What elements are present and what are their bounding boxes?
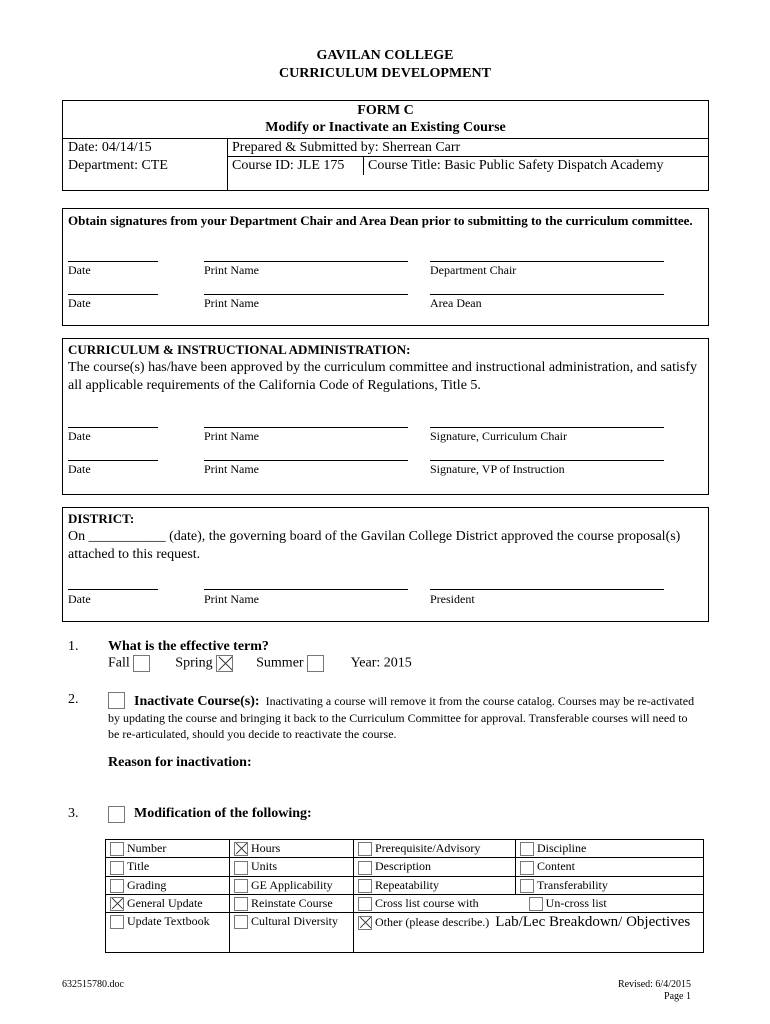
hours-checkbox[interactable] — [234, 842, 248, 856]
form-info-box — [62, 100, 709, 191]
spring-label: Spring — [175, 655, 213, 671]
opt-update-textbook[interactable] — [106, 913, 230, 953]
sig-role-curriculum-chair: Signature, Curriculum Chair — [430, 429, 567, 443]
opt-content[interactable] — [516, 858, 704, 876]
fall-checkbox[interactable] — [133, 655, 150, 672]
opt-grading[interactable] — [106, 876, 230, 894]
opt-other[interactable] — [354, 913, 704, 953]
curriculum-body: The course(s) has/have been approved by the curriculum committee and instructional administration, and satisfy all applicable requirements of the California Code of Regulations, Title 5. — [68, 360, 698, 393]
prerequisite-checkbox[interactable] — [358, 842, 372, 856]
sig-print-label: Print Name — [204, 592, 259, 606]
course-title: Course Title: Basic Public Safety Dispatch Academy — [368, 158, 664, 173]
sig-date-label: Date — [68, 462, 91, 476]
opt-cultural-diversity[interactable] — [230, 913, 354, 953]
title-label: Title — [127, 859, 150, 874]
opt-ge-applicability[interactable] — [230, 876, 354, 894]
grading-checkbox[interactable] — [110, 879, 124, 893]
number-label: Number — [127, 841, 167, 855]
footer-page: Page 1 — [664, 991, 691, 1002]
content-checkbox[interactable] — [520, 861, 534, 875]
sig-role-vp-instruction: Signature, VP of Instruction — [430, 462, 565, 476]
general-update-label: General Update — [127, 895, 203, 910]
opt-number[interactable] — [106, 840, 230, 858]
description-checkbox[interactable] — [358, 861, 372, 875]
grading-label: Grading — [127, 877, 167, 892]
form-department: Department: CTE — [68, 158, 168, 173]
update-textbook-checkbox[interactable] — [110, 915, 124, 929]
signatures-box — [62, 208, 709, 326]
repeatability-label: Repeatability — [375, 877, 439, 892]
district-box — [62, 507, 709, 622]
inactivate-text: Inactivating a course will remove it from the course catalog. Courses may be re-activated by updating the course and bringing it back to the Curriculum Committee for approval. Transferable courses will need to be re-articulated, should you decide to reactivate the course. — [108, 694, 695, 741]
modification-title: Modification of the following: — [134, 806, 312, 821]
units-checkbox[interactable] — [234, 861, 248, 875]
sig-role-area-dean: Area Dean — [430, 296, 482, 310]
inactivate-title: Inactivate Course(s): — [134, 694, 260, 709]
general-update-checkbox[interactable] — [110, 897, 124, 911]
year-field: Year: 2015 — [350, 655, 412, 671]
spring-checkbox[interactable] — [216, 655, 233, 672]
sig-print-label: Print Name — [204, 296, 259, 310]
q2-number: 2. — [68, 692, 79, 707]
opt-title[interactable] — [106, 858, 230, 876]
sig-role-department-chair: Department Chair — [430, 263, 517, 277]
number-checkbox[interactable] — [110, 842, 124, 856]
uncross-list-label: Un-cross list — [545, 895, 607, 910]
description-label: Description — [375, 859, 431, 874]
opt-discipline[interactable] — [516, 840, 704, 858]
footer-filename: 632515780.doc — [62, 979, 124, 990]
sig-date-label: Date — [68, 296, 91, 310]
reinstate-label: Reinstate Course — [251, 895, 333, 910]
opt-hours[interactable] — [230, 840, 354, 858]
district-heading: DISTRICT: — [68, 511, 135, 526]
opt-repeatability[interactable] — [354, 876, 516, 894]
cross-list-checkbox[interactable] — [358, 897, 372, 911]
update-textbook-label: Update Textbook — [127, 914, 210, 928]
curriculum-box — [62, 338, 709, 495]
term-row — [108, 655, 412, 672]
other-description[interactable]: Lab/Lec Breakdown/ Objectives — [495, 914, 691, 930]
q1-number: 1. — [68, 639, 79, 654]
sig-date-label: Date — [68, 592, 91, 606]
modification-table — [105, 839, 704, 953]
course-id: Course ID: JLE 175 — [232, 158, 345, 173]
hours-label: Hours — [251, 841, 281, 855]
cross-list-label: Cross list course with — [375, 895, 479, 910]
department-heading: CURRICULUM DEVELOPMENT — [279, 66, 491, 81]
prepared-by: Prepared & Submitted by: Sherrean Carr — [232, 140, 461, 155]
summer-label: Summer — [256, 655, 304, 671]
curriculum-heading: CURRICULUM & INSTRUCTIONAL ADMINISTRATION: — [68, 342, 411, 357]
uncross-list-checkbox[interactable] — [529, 897, 543, 911]
opt-general-update[interactable] — [106, 894, 230, 912]
opt-transferability[interactable] — [516, 876, 704, 894]
transferability-label: Transferability — [537, 877, 608, 892]
sig-role-president: President — [430, 592, 475, 606]
fall-label: Fall — [108, 655, 130, 671]
district-body: On ___________ (date), the governing board of the Gavilan College District approved the course proposal(s) attached to this request. — [68, 529, 681, 562]
repeatability-checkbox[interactable] — [358, 879, 372, 893]
content-label: Content — [537, 859, 575, 874]
college-name: GAVILAN COLLEGE — [316, 48, 454, 63]
q1-question: What is the effective term? — [108, 639, 269, 654]
title-checkbox[interactable] — [110, 861, 124, 875]
transferability-checkbox[interactable] — [520, 879, 534, 893]
form-date: Date: 04/14/15 — [68, 140, 152, 155]
form-subtitle: Modify or Inactivate an Existing Course — [265, 120, 506, 135]
opt-prerequisite[interactable] — [354, 840, 516, 858]
summer-checkbox[interactable] — [307, 655, 324, 672]
q3-number: 3. — [68, 806, 79, 821]
form-title: FORM C — [357, 103, 414, 118]
inactivate-paragraph — [108, 693, 698, 742]
reason-label: Reason for inactivation: — [108, 755, 252, 770]
prerequisite-label: Prerequisite/Advisory — [375, 841, 481, 855]
sig-print-label: Print Name — [204, 462, 259, 476]
opt-units[interactable] — [230, 858, 354, 876]
opt-description[interactable] — [354, 858, 516, 876]
cultural-diversity-label: Cultural Diversity — [251, 914, 338, 928]
opt-cross-list[interactable] — [354, 894, 704, 912]
other-checkbox[interactable] — [358, 916, 372, 930]
opt-reinstate[interactable] — [230, 894, 354, 912]
reinstate-checkbox[interactable] — [234, 897, 248, 911]
cultural-diversity-checkbox[interactable] — [234, 915, 248, 929]
sig-print-label: Print Name — [204, 263, 259, 277]
discipline-label: Discipline — [537, 841, 587, 855]
ge-applicability-label: GE Applicability — [251, 877, 333, 892]
ge-applicability-checkbox[interactable] — [234, 879, 248, 893]
sig-date-label: Date — [68, 429, 91, 443]
sig-date-label: Date — [68, 263, 91, 277]
sig-print-label: Print Name — [204, 429, 259, 443]
modification-checkbox[interactable] — [108, 806, 125, 823]
footer-revised: Revised: 6/4/2015 — [617, 979, 691, 990]
discipline-checkbox[interactable] — [520, 842, 534, 856]
signature-instruction: Obtain signatures from your Department Chair and Area Dean prior to submitting to the curriculum committee. — [68, 213, 693, 228]
units-label: Units — [251, 859, 278, 874]
other-label: Other (please describe.) — [375, 915, 490, 929]
